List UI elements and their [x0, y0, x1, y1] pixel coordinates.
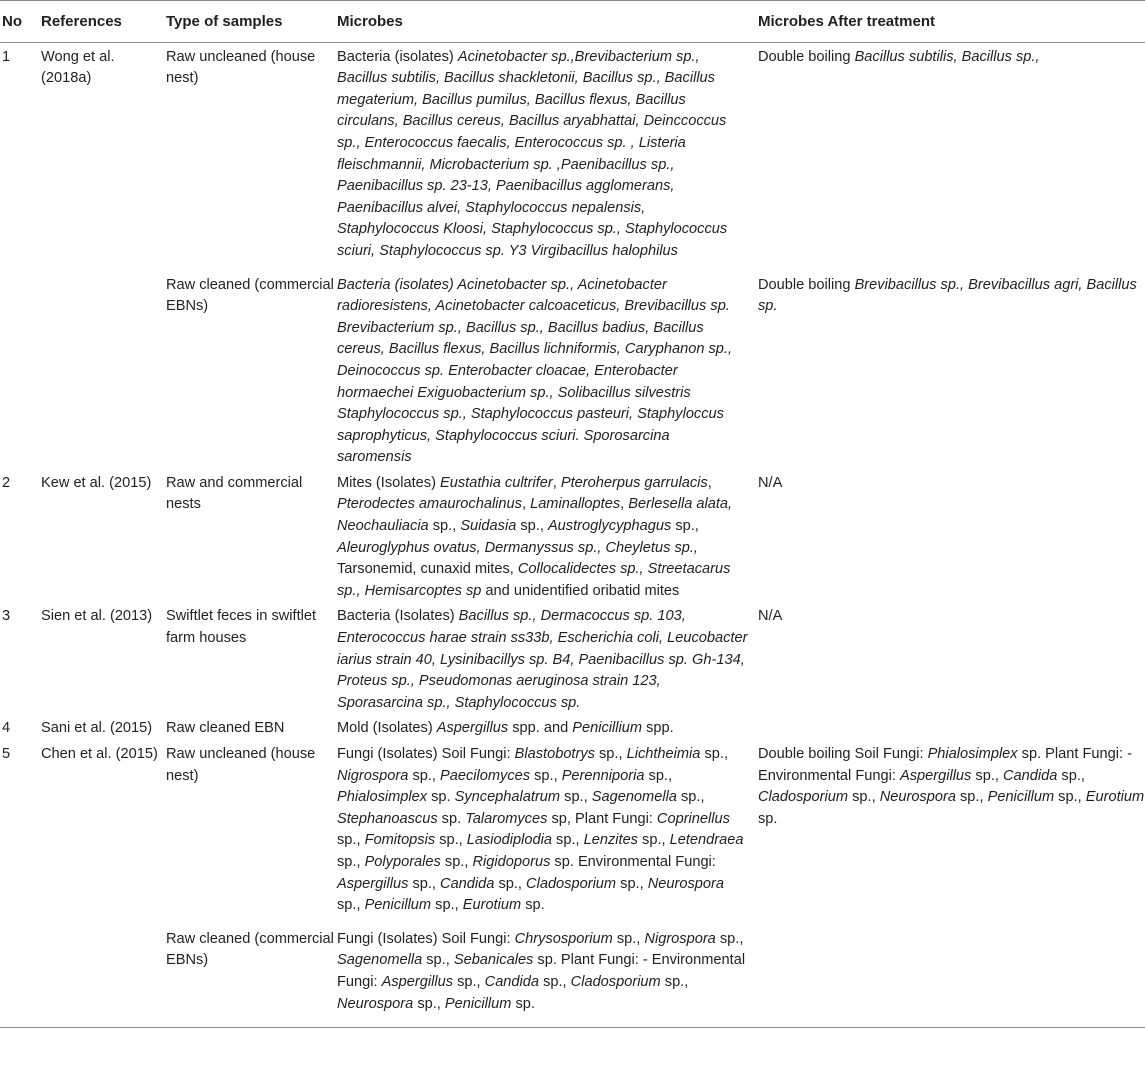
cell-reference: Sien et al. (2013) [41, 608, 153, 625]
header-references: References [41, 1, 166, 43]
plain-text: Bacteria (Isolates) [337, 608, 459, 625]
plain-text: sp. Plant Fungi: - Environmental Fungi: [337, 952, 746, 990]
species-name: Sebanicales [453, 952, 534, 969]
cell-reference: Wong et al. (2018a) [41, 48, 115, 87]
plain-text: sp., [539, 973, 571, 990]
cell-reference [41, 263, 166, 469]
species-name: Neurospora [337, 995, 414, 1012]
plain-text: sp., [337, 853, 365, 870]
species-name: Bacillus subtilis, Bacillus sp., [854, 48, 1040, 65]
species-name: Letendraea [669, 832, 744, 849]
cell-microbes-after-treatment [758, 714, 1145, 740]
species-name: Coprinellus [656, 810, 730, 827]
plain-text: sp., [637, 832, 670, 849]
species-name: Bacteria (isolates) Acinetobacter sp., Acinetobacter radioresistens, Acinetobacter calcoaceticus, Brevibacillus sp. Brevibacterium sp., Bacillus sp., Bacillus badius, Bacillus cereus, Bacillus flexus, Bacillus lichniformis, Caryphanon sp., Deinococcus sp. Enterobacter cloacae, Enterobacter hormaechei Exiguobacterium sp., Solibacillus silvestris Staphylococcus sp., Staphylococcus pasteuri, Staphyloccus saprophyticus, Staphylococcus sciuri. Sporosarcina saromensis [337, 276, 733, 466]
plain-text: spp. and [508, 720, 573, 737]
plain-text: sp., [428, 518, 461, 535]
species-name: Rigidoporus [472, 853, 551, 870]
species-name: Penicillum [987, 789, 1055, 806]
plain-text: and unidentified oribatid mites [481, 582, 680, 599]
plain-text: Fungi (Isolates) Soil Fungi: [337, 930, 515, 947]
plain-text: sp. [437, 810, 466, 827]
cell-no: 3 [2, 608, 11, 625]
species-name: Collocalidectes sp., Streetacarus sp., Hemisarcoptes sp [337, 561, 731, 599]
cell-reference: Kew et al. (2015) [41, 474, 152, 491]
plain-text: sp., [337, 832, 365, 849]
plain-text: sp., [700, 746, 728, 762]
species-name: Polyporales [364, 853, 441, 870]
table-row [0, 469, 1145, 603]
cell-sample-type: Raw cleaned (commercial EBNs) [166, 276, 334, 315]
plain-text: sp. Environmental Fungi: [550, 853, 716, 870]
species-name: Syncephalatrum [454, 789, 561, 806]
plain-text: sp., [671, 518, 699, 535]
plain-text: sp., [440, 853, 473, 870]
species-name: Stephanoascus [337, 810, 438, 827]
plain-text: sp., [551, 832, 584, 849]
cell-sample-type: Raw uncleaned (house nest) [166, 48, 316, 87]
plain-text: sp., [413, 995, 445, 1012]
plain-text: Tarsonemid, cunaxid mites, [337, 561, 518, 578]
plain-text: Mites (Isolates) [337, 474, 440, 491]
plain-text: , [521, 496, 531, 513]
table-row [0, 917, 1145, 1028]
cell-sample-type: Raw cleaned EBN [166, 720, 285, 737]
species-name: Aspergillus [337, 875, 409, 892]
plain-text: sp., [1054, 789, 1086, 806]
plain-text: sp., [408, 875, 441, 892]
cell-microbes-after-treatment [758, 469, 1145, 603]
table-row [0, 740, 1145, 917]
table-row [0, 602, 1145, 714]
plain-text: sp., [715, 930, 744, 947]
species-name: Candida [440, 875, 495, 892]
plain-text: sp., [408, 767, 441, 784]
species-name: Lenzites [583, 832, 638, 849]
cell-sample-type: Raw uncleaned (house nest) [166, 746, 316, 784]
species-name: Suidasia [460, 518, 517, 535]
plain-text: sp., [616, 875, 648, 892]
species-name: Eustathia cultrifer [440, 474, 553, 491]
plain-text: spp. [642, 720, 674, 737]
table-row [0, 714, 1145, 740]
species-name: Eurotium [1085, 789, 1145, 806]
species-name: Laminalloptes [530, 496, 621, 513]
header-row [0, 1, 1145, 43]
species-name: Penicillum [444, 995, 512, 1012]
species-name: Lichtheimia [626, 746, 701, 762]
species-name: Lasiodiplodia [466, 832, 552, 849]
species-name: Phialosimplex [337, 789, 428, 806]
cell-no: 4 [2, 720, 11, 737]
species-name: Aleuroglyphus ovatus, Dermanyssus sp., Cheyletus sp., [337, 539, 698, 556]
cell-no [0, 917, 41, 1028]
table-header [0, 1, 1145, 43]
plain-text: , [552, 474, 561, 491]
species-name: Pteroherpus garrulacis [560, 474, 708, 491]
header-microbes-after-treatment: Microbes After treatment [758, 1, 1145, 43]
plain-text: Double boiling Soil Fungi: [758, 746, 928, 762]
cell-reference: Sani et al. (2015) [41, 720, 153, 737]
header-no: No [0, 1, 41, 43]
species-name: Phialosimplex [927, 746, 1018, 762]
cell-microbes-after-treatment [758, 602, 1145, 714]
plain-text: sp., [612, 930, 645, 947]
species-name: Brevibacillus sp., Brevibacillus agri, Bacillus sp. [758, 276, 1137, 315]
plain-text: sp. [511, 995, 535, 1012]
plain-text: , [620, 496, 629, 513]
cell-microbes-after-treatment [758, 740, 1145, 917]
species-name: Chrysosporium [514, 930, 613, 947]
header-microbes: Microbes [337, 1, 758, 43]
plain-text: Fungi (Isolates) Soil Fungi: [337, 746, 515, 762]
species-name: Berlesella alata, Neochauliacia [337, 496, 733, 535]
species-name: Eurotium [462, 897, 522, 914]
plain-text: sp. [758, 810, 778, 827]
cell-microbes-after-treatment [758, 263, 1145, 469]
plain-text: Mold (Isolates) [337, 720, 437, 737]
cell-microbes-after-treatment [758, 917, 1145, 1028]
cell-microbes [337, 469, 758, 603]
plain-text: sp., [560, 789, 592, 806]
cell-microbes-after-treatment [758, 42, 1145, 262]
cell-microbes [337, 714, 758, 740]
plain-text: sp. [521, 897, 545, 914]
plain-text: sp., [660, 973, 689, 990]
species-name: Fomitopsis [364, 832, 436, 849]
cell-microbes [337, 917, 758, 1028]
species-name: Candida [1003, 767, 1058, 784]
plain-text: sp. [427, 789, 455, 806]
species-name: Blastobotrys [514, 746, 595, 762]
plain-text: N/A [758, 608, 783, 625]
plain-text: Double boiling [758, 48, 855, 65]
species-name: Neurospora [879, 789, 956, 806]
species-name: Penicillium [572, 720, 643, 737]
species-name: Sagenomella [337, 952, 423, 969]
species-name: Talaromyces [465, 810, 548, 827]
plain-text: Double boiling [758, 276, 855, 293]
plain-text: sp., [453, 973, 485, 990]
plain-text: sp, Plant Fungi: [547, 810, 657, 827]
plain-text: sp., [676, 789, 705, 806]
species-name: Cladosporium [570, 973, 661, 990]
cell-microbes [337, 740, 758, 917]
cell-microbes [337, 263, 758, 469]
species-name: Penicillum [364, 897, 432, 914]
plain-text: sp., [971, 767, 1003, 784]
plain-text: sp., [494, 875, 527, 892]
plain-text: sp., [337, 897, 365, 914]
cell-no: 5 [2, 746, 11, 762]
plain-text: sp., [422, 952, 454, 969]
cell-sample-type: Raw cleaned (commercial EBNs) [166, 917, 337, 1028]
plain-text: sp., [644, 767, 673, 784]
cell-no: 1 [2, 48, 11, 65]
plain-text: N/A [758, 474, 783, 491]
cell-sample-type: Raw and commercial nests [166, 474, 303, 513]
cell-reference [41, 917, 166, 1028]
plain-text: sp., [431, 897, 463, 914]
plain-text: sp., [435, 832, 467, 849]
species-name: Aspergillus [436, 720, 509, 737]
table-row [0, 263, 1145, 469]
species-name: Cladosporium [526, 875, 617, 892]
cell-no: 2 [2, 474, 11, 491]
plain-text: sp. Plant Fungi: -Environmental Fungi: [758, 746, 1132, 784]
plain-text: sp., [848, 789, 880, 806]
cell-microbes [337, 42, 758, 262]
plain-text: sp., [530, 767, 562, 784]
plain-text: sp., [516, 518, 548, 535]
species-name: Pterodectes amaurochalinus [337, 496, 522, 513]
cell-microbes [337, 602, 758, 714]
header-type-of-samples: Type of samples [166, 1, 337, 43]
plain-text: Bacteria (isolates) [337, 48, 458, 65]
species-name: Bacillus sp., Dermacoccus sp. 103, Enterococcus harae strain ss33b, Escherichia coli, Leucobacter iarius strain 40, Lysinibacillys sp. B4, Paenibacillus sp. Gh-134, Proteus sp., Pseudomonas aeruginosa strain 123, Sporasarcina sp., Staphylococcus sp. [337, 608, 748, 711]
plain-text: , [707, 474, 712, 491]
cell-reference: Chen et al. (2015) [41, 746, 158, 762]
species-name: Austroglycyphagus [547, 518, 672, 535]
species-name: Nigrospora [644, 930, 716, 947]
cell-sample-type: Swiftlet feces in swiftlet farm houses [166, 608, 317, 647]
species-name: Neurospora [647, 875, 724, 892]
species-name: Paecilomyces [440, 767, 531, 784]
species-name: Perenniporia [561, 767, 645, 784]
species-name: Aspergillus [381, 973, 454, 990]
species-name: Sagenomella [591, 789, 677, 806]
species-name: Acinetobacter sp.,Brevibacterium sp., Bacillus subtilis, Bacillus shackletonii, Bacillus sp., Bacillus megaterium, Bacillus pumilus, Bacillus flexus, Bacillus circulans, Bacillus cereus, Bacillus aryabhattai, Deinccoccus sp., Enterococcus faecalis, Enterococcus sp. , Listeria fleischmannii, Microbacterium sp. ,Paenibacillus sp., Paenibacillus sp. 23-13, Paenibacillus agglomerans, Paenibacillus alvei, Staphylococcus nepalensis, Staphylococcus Kloosi, Staphylococcus sp., Staphylococcus sciuri, Staphylococcus sp. Y3 Virgibacillus halophilus [337, 48, 728, 259]
species-name: Cladosporium [758, 789, 849, 806]
plain-text: sp., [1057, 767, 1085, 784]
table-row [0, 42, 1145, 262]
plain-text: sp., [594, 746, 627, 762]
species-name: Candida [484, 973, 540, 990]
table-body [0, 42, 1145, 1028]
species-name: Nigrospora [337, 767, 409, 784]
plain-text: sp., [955, 789, 988, 806]
species-name: Aspergillus [899, 767, 972, 784]
cell-no [0, 263, 41, 469]
